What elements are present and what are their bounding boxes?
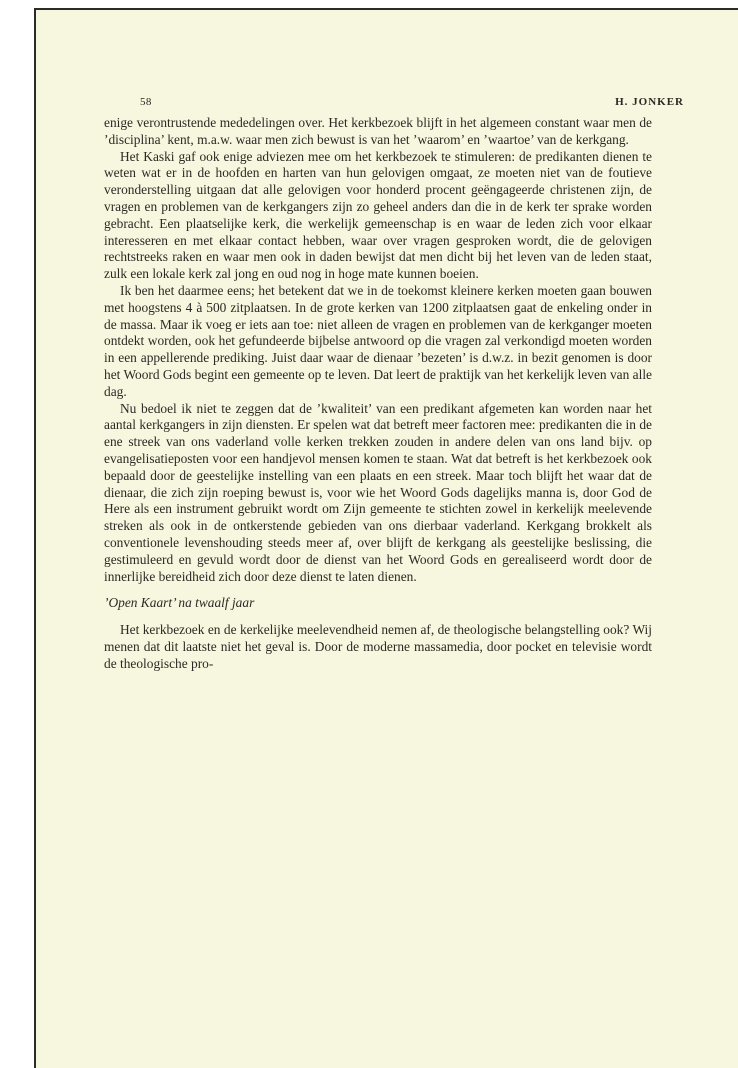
paragraph-4: Nu bedoel ik niet te zeggen dat de ’kwaliteit’ van een predikant afgemeten kan worden naar het aantal kerkgangers in zijn diensten. Er spelen wat dat betreft meer factoren mee: predikanten die in de ene streek van ons vaderland volle kerken trekken zouden in andere delen van ons land bijv. op evangelisatieposten voor een handjevol mensen komen te staan. Wat dat betreft is het kerkbezoek ook bepaald door de geestelijke instelling van een plaats en een streek. Maar toch blijft het waar dat de dienaar, die zich zijn roeping bewust is, voor wie het Woord Gods dagelijks manna is, door God de Here als een instrument gebruikt wordt om Zijn gemeente te stichten zowel in kerkelijk meelevende streken als ook in de ontkerstende gebieden van ons dierbaar vaderland. Kerkgang brokkelt als conventionele levenshouding steeds meer af, over blijft de kerkgang als geestelijke beslissing, die gestimuleerd en gevuld wordt door de dienst van het Woord Gods en gerealiseerd wordt door de innerlijke bereidheid zich door deze dienst te laten dienen. <box>104 400 652 584</box>
paragraph-1: enige verontrustende mededelingen over. Het kerkbezoek blijft in het algemeen constant waar men de ’disciplina’ kent, m.a.w. waar men zich bewust is van het ’waarom’ en ’waartoe’ van de kerkgang. <box>104 115 652 147</box>
page-number: 58 <box>140 96 152 108</box>
page-header <box>140 96 684 116</box>
section-heading: ’Open Kaart’ na twaalf jaar <box>104 595 255 611</box>
paragraph-5: Het kerkbezoek en de kerkelijke meelevendheid nemen af, de theologische belangstelling ook? Wij menen dat dit laatste niet het geval is. Door de moderne massamedia, door pocket en televisie wordt de theologische pro- <box>104 622 652 671</box>
paragraph-2: Het Kaski gaf ook enige adviezen mee om het kerkbezoek te stimuleren: de predikanten dienen te weten wat er in de hoofden en harten van hun gelovigen omgaat, ze moeten niet van de foutieve veronderstelling uitgaan dat alle gelovigen voor honderd procent geëngageerde christenen zijn, de vragen en problemen van de kerkgangers zijn zo geheel anders dan die in de kerk ter sprake worden gebracht. Een plaatselijke kerk, die werkelijk gemeenschap is en waar de leden zich voor elkaar interesseren en met elkaar contact hebben, waar over vragen gesproken wordt, die de gelovigen rechtstreeks raken en waar men ook in daden bewijst dat men dicht bij het leven van de leden staat, zulk een lokale kerk zal jong en oud nog in hoge mate kunnen boeien. <box>104 148 652 282</box>
running-head: H. JONKER <box>615 96 684 108</box>
paragraph-3: Ik ben het daarmee eens; het betekent dat we in de toekomst kleinere kerken moeten gaan bouwen met hoogstens 4 à 500 zitplaatsen. In de grote kerken van 1200 zitplaatsen gaat de enkeling onder in de massa. Maar ik voeg er iets aan toe: niet alleen de vragen en problemen van de kerkganger moeten ontdekt worden, ook het gefundeerde bijbelse antwoord op die vragen zal verkondigd moeten worden in een appellerende prediking. Juist daar waar de dienaar ’bezeten’ is d.w.z. in bezit genomen is door het Woord Gods begint een gemeente op te leven. Dat leert de praktijk van het kerkelijk leven van alle dag. <box>104 282 652 399</box>
body-text <box>104 115 652 673</box>
